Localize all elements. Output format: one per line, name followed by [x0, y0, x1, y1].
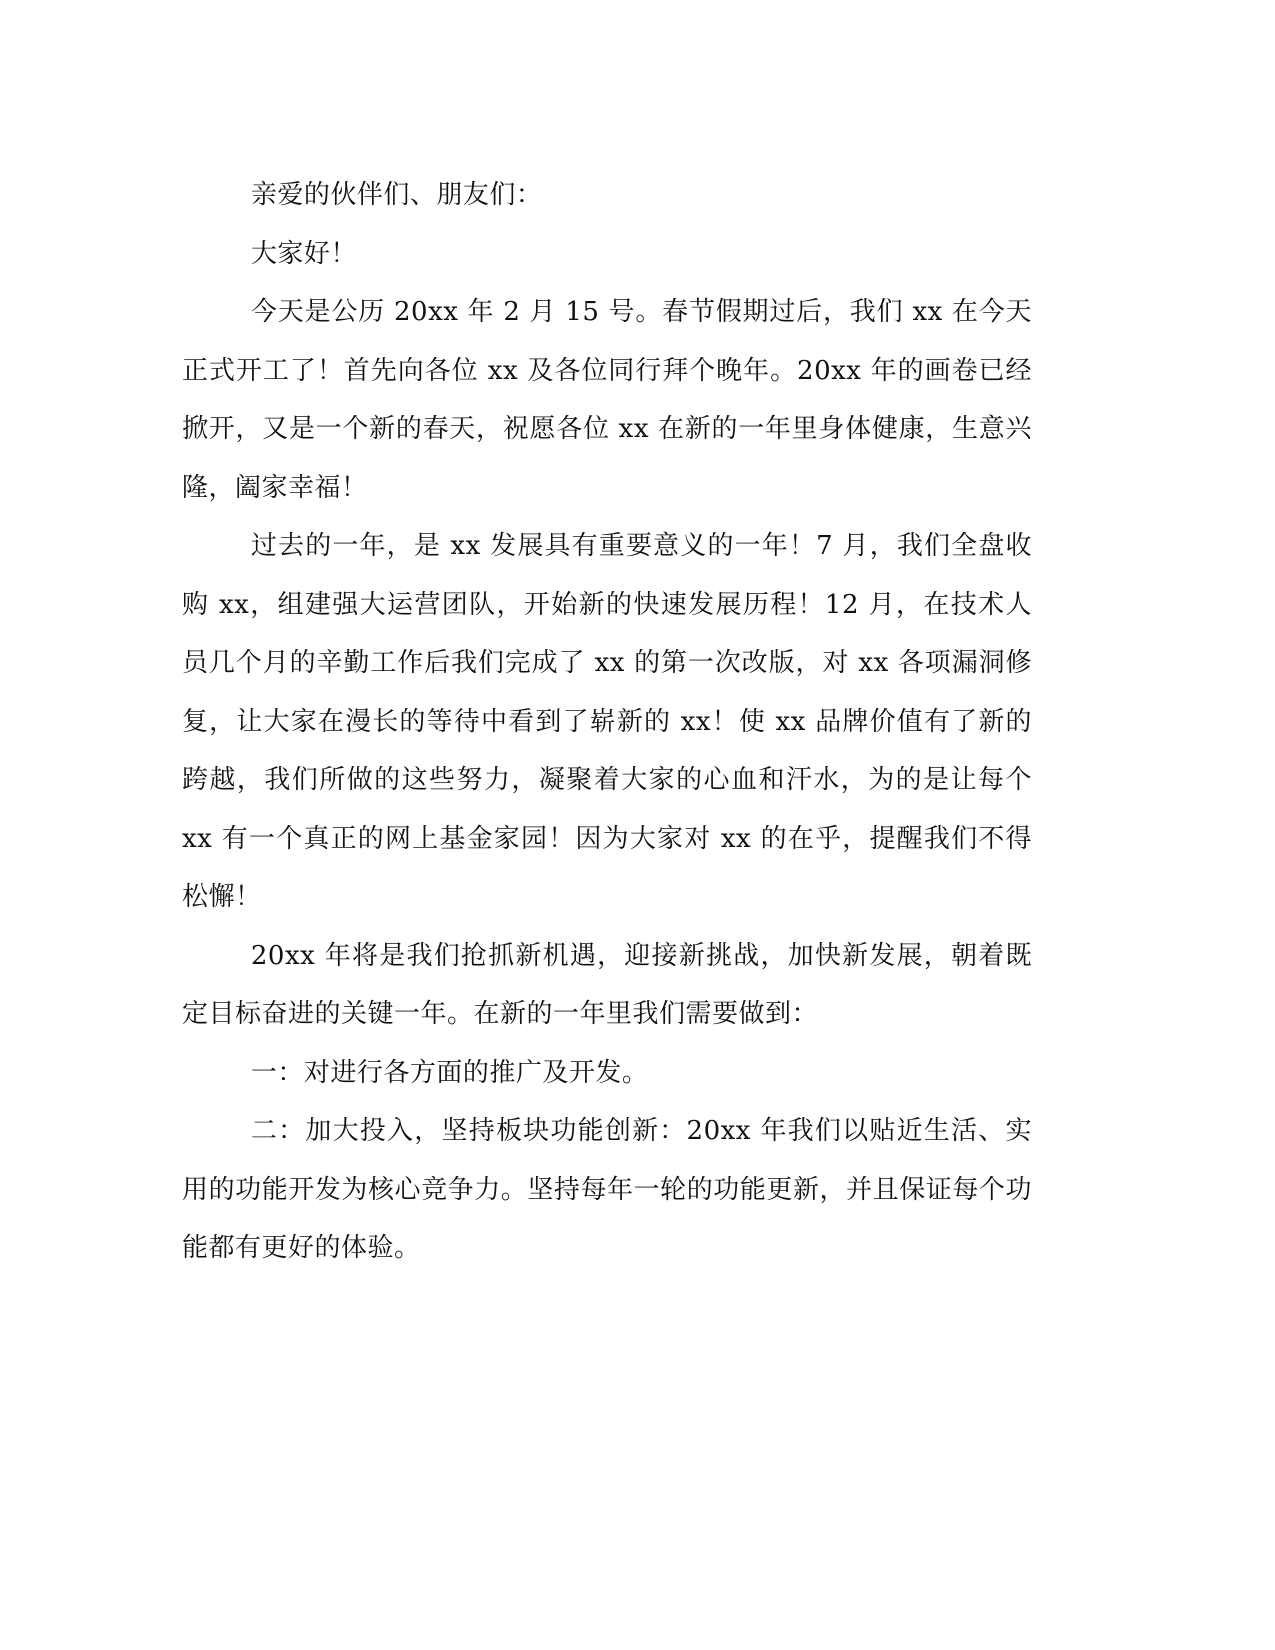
- body-paragraph: 今天是公历 20xx 年 2 月 15 号。春节假期过后，我们 xx 在今天正式开工了！首先向各位 xx 及各位同行拜个晚年。20xx 年的画卷已经掀开，又是一个新的春天，祝愿各位 xx 在新的一年里身体健康，生意兴隆，阖家幸福！: [182, 297, 1032, 503]
- salutation: 亲爱的伙伴们、朋友们：: [250, 180, 543, 210]
- greeting: 大家好！: [250, 238, 357, 269]
- list-item: 二：加大投入，坚持板块功能创新：20xx 年我们以贴近生活、实用的功能开发为核心竞争力。坚持每年一轮的功能更新，并且保证每个功能都有更好的体验。: [182, 1116, 1032, 1263]
- list-item: 一：对进行各方面的推广及开发。: [250, 1057, 649, 1088]
- document-body: [182, 166, 1032, 1278]
- body-paragraph: 过去的一年，是 xx 发展具有重要意义的一年！7 月，我们全盘收购 xx，组建强大运营团队，开始新的快速发展历程！12 月，在技术人员几个月的辛勤工作后我们完成了 xx 的第一次改版，对 xx 各项漏洞修复，让大家在漫长的等待中看到了崭新的 xx！使 xx 品牌价值有了新的跨越，我们所做的这些努力，凝聚着大家的心血和汗水，为的是让每个 xx 有一个真正的网上基金家园！因为大家对 xx 的在乎，提醒我们不得松懈！: [182, 531, 1032, 912]
- body-paragraph: 20xx 年将是我们抢抓新机遇，迎接新挑战，加快新发展，朝着既定目标奋进的关键一年。在新的一年里我们需要做到：: [182, 940, 1032, 1029]
